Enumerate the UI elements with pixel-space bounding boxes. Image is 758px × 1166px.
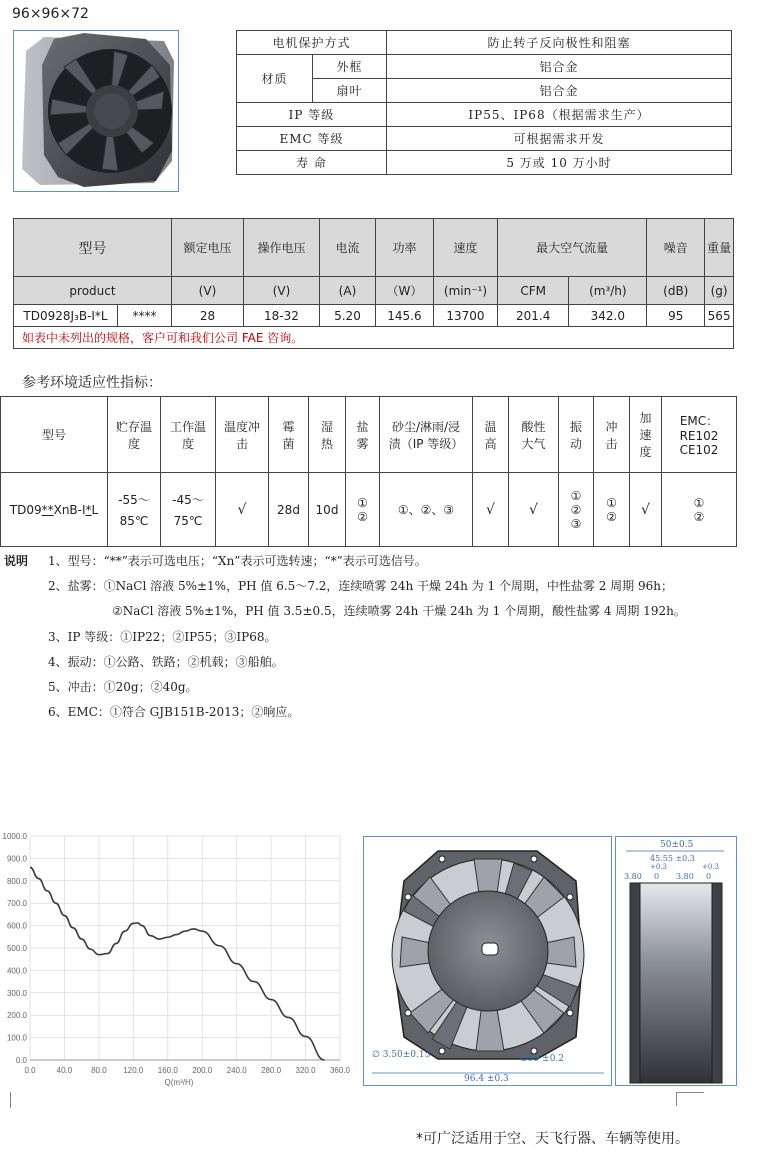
x-tick-label: 0.0: [24, 1066, 36, 1075]
model-cell: 28: [171, 305, 243, 327]
env-mold-cell: 28d: [269, 473, 309, 547]
spec-label: 电机保护方式: [237, 31, 387, 55]
model-table-note: 如表中未列出的规格，客户可和我们公司 FAE 咨询。: [14, 327, 734, 349]
env-work-cell: [161, 473, 216, 547]
unit-product: product: [14, 277, 172, 305]
env-vib-cell: [559, 473, 594, 547]
unit-cell: CFM: [497, 277, 568, 305]
product-size-title: 96×96×72: [12, 6, 89, 22]
unit-cell: (min⁻¹): [433, 277, 497, 305]
unit-cell: (g): [705, 277, 734, 305]
storage-min: -55～: [118, 493, 150, 507]
model-part: L: [91, 502, 99, 517]
y-tick-label: 700.0: [6, 899, 27, 909]
note-line: 5、冲击：①20g；②40g。: [48, 680, 198, 694]
header-weight: 重量: [705, 219, 734, 277]
env-header: 温度冲击: [216, 397, 269, 473]
y-tick-label: 600.0: [6, 921, 27, 931]
spec-label: 材质: [237, 55, 313, 103]
y-tick-label: 100.0: [6, 1033, 27, 1043]
env-table: [0, 396, 737, 547]
model-cell: 201.4: [497, 305, 568, 327]
y-tick-label: 200.0: [6, 1011, 27, 1021]
header-rated-voltage: 额定电压: [171, 219, 243, 277]
vib-option: ②: [570, 502, 582, 517]
env-header: 加速度: [630, 397, 662, 473]
spec-value: IP55、IP68（根据需求生产）: [387, 103, 732, 127]
vib-option: ③: [570, 516, 582, 531]
fan-front-view-icon: [364, 837, 611, 1085]
env-header: 盐雾: [346, 397, 380, 473]
header-max-airflow: 最大空气流量: [497, 219, 646, 277]
env-header: 振动: [559, 397, 594, 473]
work-max: 75℃: [173, 514, 203, 528]
header-operating-voltage: 操作电压: [243, 219, 319, 277]
env-model-cell: [1, 473, 108, 547]
x-tick-label: 360.0: [329, 1066, 351, 1075]
env-damp-cell: 10d: [309, 473, 346, 547]
dim-diameter: ∅99 ±0.2: [520, 1054, 565, 1064]
pq-curve-chart: [0, 828, 352, 1092]
spec-sublabel: 扇叶: [313, 79, 387, 103]
model-cell: 18-32: [243, 305, 319, 327]
spec-value: 铝合金: [387, 79, 732, 103]
model-part: **: [41, 502, 54, 517]
env-storage-cell: [108, 473, 161, 547]
env-header: EMC：RE102 CE102: [662, 397, 737, 473]
fan-render-icon: [14, 31, 178, 191]
spec-value: 可根据需求开发: [387, 127, 732, 151]
salt-option: ①: [357, 495, 368, 510]
header-power: 功率: [375, 219, 433, 277]
note-line: ②NaCl 溶液 5%±1%，PH 值 3.5±0.5，连续喷雾 24h 干燥 24h 为 1 个周期，酸性盐雾 4 周期 192h。: [112, 604, 686, 618]
dim-flange: 0: [706, 872, 712, 881]
x-tick-label: 120.0: [123, 1066, 144, 1075]
note-line: 2、盐雾：①NaCl 溶液 5%±1%，PH 值 6.5～7.2，连续喷雾 24h 干燥 24h 为 1 个周期，中性盐雾 2 周期 96h；: [48, 579, 673, 593]
spec-label: IP 等级: [237, 103, 387, 127]
check-mark: √: [509, 473, 559, 547]
header-speed: 速度: [433, 219, 497, 277]
note-line: 1、型号：“**”表示可选电压；“Xn”表示可选转速；“*”表示可选信号。: [48, 554, 427, 568]
env-emc-cell: [662, 473, 737, 547]
dim-tol: +0.3: [650, 863, 667, 871]
spec-label: 寿 命: [237, 151, 387, 175]
env-header: 湿热: [309, 397, 346, 473]
y-tick-label: 300.0: [6, 988, 27, 998]
x-tick-label: 320.0: [295, 1066, 316, 1075]
x-tick-label: 240.0: [226, 1066, 247, 1075]
env-header: 冲击: [594, 397, 630, 473]
crop-mark: [676, 1092, 704, 1106]
unit-cell: （W）: [375, 277, 433, 305]
spec-value: 防止转子反向极性和阻塞: [387, 31, 732, 55]
y-tick-label: 0.0: [15, 1056, 27, 1065]
spec-label: EMC 等级: [237, 127, 387, 151]
dim-depth: 50±0.5: [660, 840, 694, 850]
env-section-title: 参考环境适应性指标：: [22, 375, 162, 391]
emc-option: ①: [693, 495, 705, 510]
check-mark: √: [630, 473, 662, 547]
env-header: 温高: [473, 397, 509, 473]
crop-mark: [10, 1092, 11, 1108]
model-table: [13, 218, 734, 349]
y-tick-label: 900.0: [6, 854, 27, 864]
x-tick-label: 200.0: [192, 1066, 213, 1075]
x-axis-label: Q(m³/H): [164, 1078, 194, 1087]
env-header: 酸性大气: [509, 397, 559, 473]
y-tick-label: 500.0: [6, 944, 27, 953]
spec-table: [236, 30, 732, 175]
x-tick-label: 80.0: [91, 1066, 107, 1075]
model-cell: 13700: [433, 305, 497, 327]
unit-cell: (V): [171, 277, 243, 305]
model-cell: 145.6: [375, 305, 433, 327]
dim-width: 96.4 ±0.3: [464, 1074, 509, 1084]
salt-option: ②: [357, 509, 368, 524]
storage-max: 85℃: [119, 514, 149, 528]
dim-tol: +0.3: [702, 863, 719, 871]
model-cell: ****: [118, 305, 172, 327]
spec-sublabel: 外框: [313, 55, 387, 79]
header-noise: 噪音: [647, 219, 705, 277]
footer-note: *可广泛适用于空、天飞行器、车辆等使用。: [416, 1131, 689, 1147]
spec-value: 铝合金: [387, 55, 732, 79]
model-cell: 95: [647, 305, 705, 327]
dim-flange: 3.80: [624, 872, 642, 881]
spec-value: 5 万或 10 万小时: [387, 151, 732, 175]
y-tick-label: 1000.0: [2, 832, 27, 841]
model-cell: TD0928J₃B-I*L: [14, 305, 118, 327]
fan-side-view-icon: [616, 837, 736, 1085]
model-part: *: [85, 502, 92, 517]
env-header: 砂尘/淋雨/浸渍（IP 等级）: [380, 397, 473, 473]
front-drawing: [363, 836, 612, 1086]
unit-cell: (m³/h): [569, 277, 647, 305]
shock-option: ②: [606, 509, 617, 524]
dim-hole: ∅ 3.50±0.15: [372, 1050, 431, 1060]
side-drawing: [615, 836, 737, 1086]
env-header: 型号: [1, 397, 108, 473]
check-mark: √: [216, 473, 269, 547]
header-current: 电流: [319, 219, 375, 277]
env-salt-cell: [346, 473, 380, 547]
x-tick-label: 280.0: [261, 1066, 282, 1075]
env-header: 工作温度: [161, 397, 216, 473]
model-cell: 565: [705, 305, 734, 327]
unit-cell: (A): [319, 277, 375, 305]
model-cell: 5.20: [319, 305, 375, 327]
y-tick-label: 800.0: [6, 876, 27, 886]
fan-photo: [13, 30, 179, 192]
shock-option: ①: [606, 495, 617, 510]
notes-label: 说明: [4, 554, 29, 568]
model-part: TD09: [9, 502, 42, 517]
note-line: 3、IP 等级：①IP22；②IP55；③IP68。: [48, 630, 277, 644]
env-ip-cell: ①、②、③: [380, 473, 473, 547]
env-header: 霉菌: [269, 397, 309, 473]
check-mark: √: [473, 473, 509, 547]
note-line: 6、EMC：①符合 GJB151B-2013；②响应。: [48, 705, 300, 719]
unit-cell: (dB): [647, 277, 705, 305]
y-tick-label: 400.0: [6, 966, 27, 976]
vib-option: ①: [570, 488, 582, 503]
dim-flange: 3.80: [676, 872, 694, 881]
header-model: 型号: [14, 219, 172, 277]
x-tick-label: 160.0: [157, 1066, 178, 1075]
note-line: 4、振动：①公路、铁路；②机载；③船舶。: [48, 655, 284, 669]
x-tick-label: 40.0: [56, 1066, 73, 1075]
pq-curve-line: [30, 867, 325, 1060]
env-shock-cell: [594, 473, 630, 547]
dim-inner: 45.55 ±0.3: [650, 854, 695, 863]
env-header: 贮存温度: [108, 397, 161, 473]
emc-option: ②: [693, 509, 705, 524]
work-min: -45～: [172, 493, 204, 507]
model-part: XnB-I: [53, 502, 86, 517]
unit-cell: (V): [243, 277, 319, 305]
model-cell: 342.0: [569, 305, 647, 327]
dim-flange: 0: [654, 872, 660, 881]
